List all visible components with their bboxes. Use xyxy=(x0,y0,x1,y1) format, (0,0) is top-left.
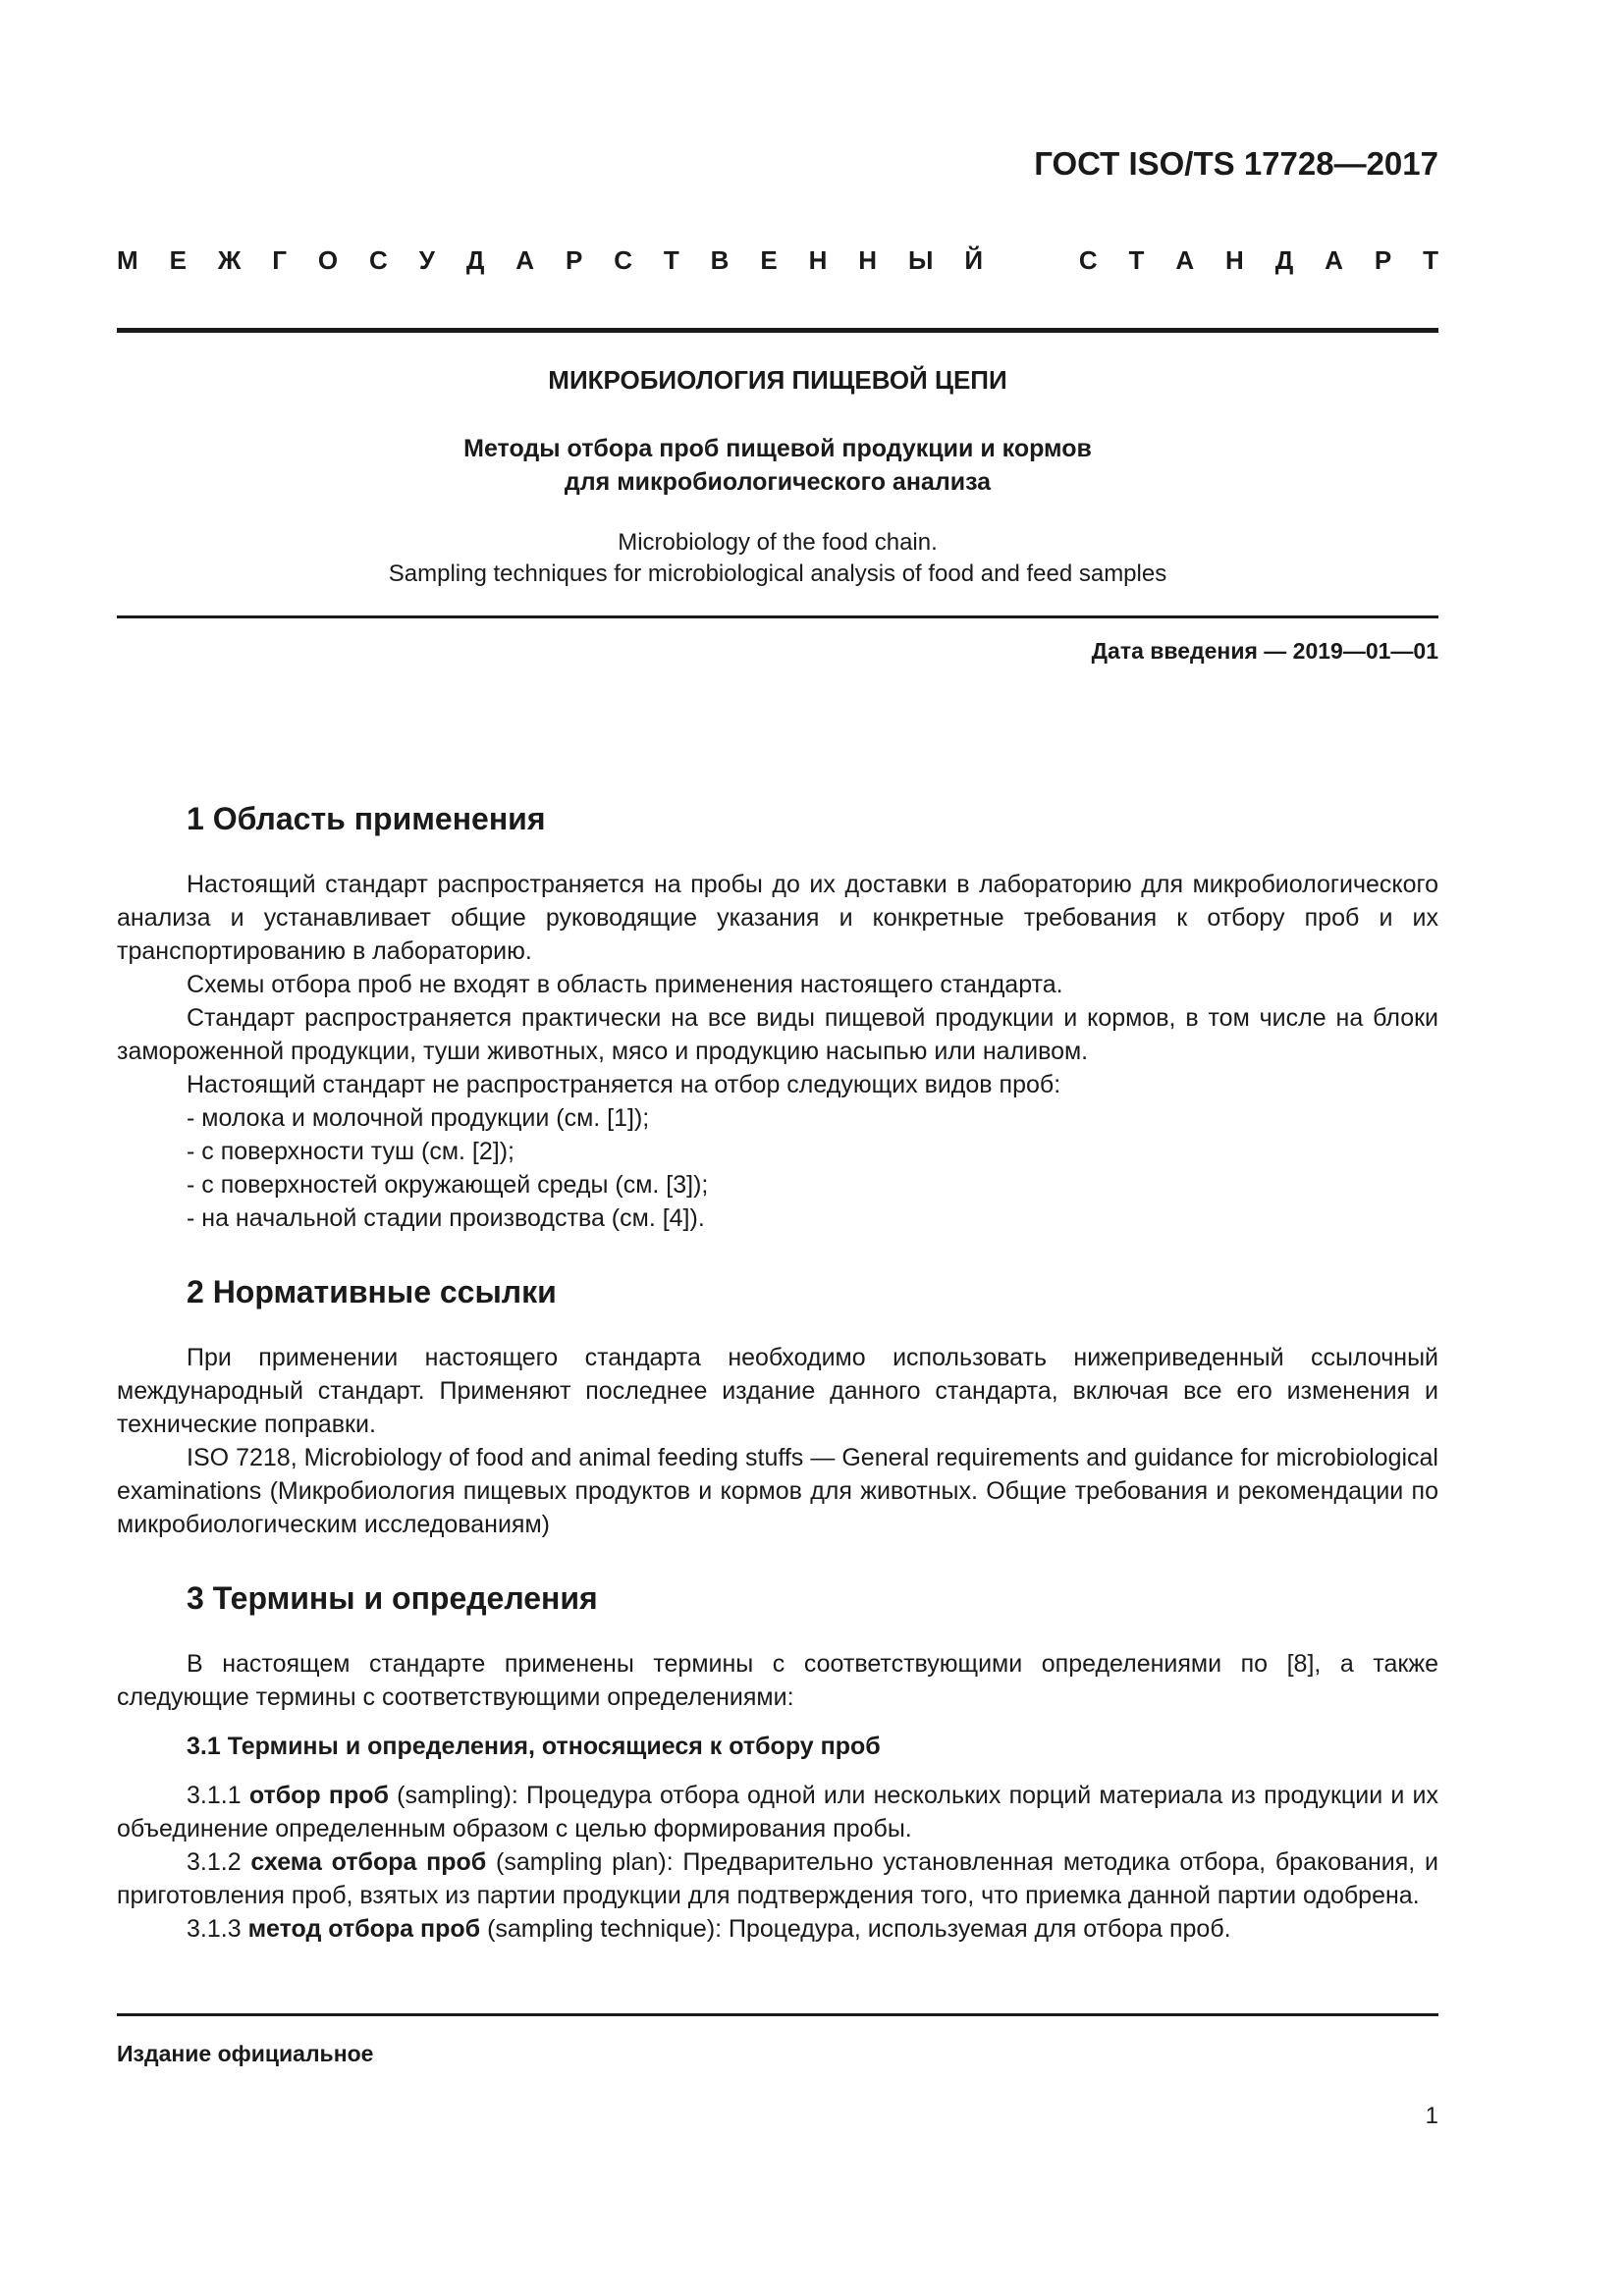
definition: (sampling technique): Процедура, используемая для отбора проб. xyxy=(480,1915,1231,1943)
top-divider xyxy=(117,328,1438,333)
subtitle xyxy=(117,432,1438,499)
english-title-line: Sampling techniques for microbiological analysis of food and feed samples xyxy=(388,561,1167,587)
letter: Ж xyxy=(217,245,242,275)
letter: О xyxy=(317,245,339,275)
title-divider xyxy=(117,615,1438,618)
subtitle-line: Методы отбора проб пищевой продукции и кормов xyxy=(463,435,1092,462)
document-body xyxy=(117,799,1438,1946)
paragraph: В настоящем стандарте применены термины с соответствующими определениями по [8], а также следующие термины с соответствующими определениями: xyxy=(117,1650,1438,1711)
section-heading: 3 Термины и определения xyxy=(187,1580,598,1616)
letter: Н xyxy=(858,245,878,275)
english-title xyxy=(117,527,1438,590)
list-item: - с поверхностей окружающей среды (см. [3]); xyxy=(187,1171,709,1199)
english-title-line: Microbiology of the food chain. xyxy=(618,529,938,556)
letter: С xyxy=(369,245,388,275)
paragraph: ISO 7218, Microbiology of food and animal feeding stuffs — General requirements and guidance for microbiological examinations (Микробиология пищевых продуктов и кормов для животных. Общие требования и рекомендации по микробиологическим исследованиям) xyxy=(117,1444,1438,1538)
term-definition xyxy=(117,1845,1438,1912)
term-number: 3.1.1 xyxy=(187,1782,249,1809)
subsection-gap xyxy=(117,1714,1438,1730)
term-definition xyxy=(117,1779,1438,1845)
term-number: 3.1.2 xyxy=(187,1848,251,1876)
letter: Т xyxy=(1128,245,1145,275)
section-gap xyxy=(117,1541,1438,1578)
standard-type-heading xyxy=(117,245,1438,276)
footer-divider xyxy=(117,2013,1438,2016)
definition: (sampling): Процедура отбора одной или нескольких порций материала из продукции и их объединение определенным образом с целью формирования пробы. xyxy=(117,1782,1438,1842)
letter: С xyxy=(614,245,632,275)
letter: Р xyxy=(1374,245,1392,275)
paragraph: Настоящий стандарт не распространяется на отбор следующих видов проб: xyxy=(187,1071,1061,1098)
letter: Й xyxy=(964,245,984,275)
letter: Д xyxy=(1274,245,1294,275)
introduction-date: Дата введения — 2019—01—01 xyxy=(1091,638,1438,664)
letter: Г xyxy=(272,245,287,275)
paragraph: Стандарт распространяется практически на все виды пищевой продукции и кормов, в том числе на блоки замороженной продукции, туши животных, мясо и продукцию насыпью или наливом. xyxy=(117,1004,1438,1065)
definition: (sampling plan): Предварительно установленная методика отбора, бракования, и приготовления проб, взятых из партии продукции для подтверждения того, что приемка данной партии одобрена. xyxy=(117,1848,1438,1909)
page-number: 1 xyxy=(1425,2103,1438,2129)
subsection-heading: 3.1 Термины и определения, относящиеся к отбору проб xyxy=(187,1733,881,1760)
term: отбор проб xyxy=(248,1782,389,1809)
term-number: 3.1.3 xyxy=(187,1915,248,1943)
letter: Т xyxy=(1423,245,1438,275)
paragraph: Настоящий стандарт распространяется на пробы до их доставки в лабораторию для микробиологического анализа и устанавливает общие руководящие указания и конкретные требования к отбору проб и их транспортированию в лабораторию. xyxy=(117,871,1438,965)
letter: Т xyxy=(663,245,679,275)
letter: Н xyxy=(1225,245,1244,275)
exclusion-list xyxy=(117,1101,1438,1235)
document-code: ГОСТ ISO/TS 17728—2017 xyxy=(1034,145,1438,182)
letter: А xyxy=(515,245,535,275)
edition-note: Издание официальное xyxy=(117,2041,374,2066)
letter: Ы xyxy=(907,245,934,275)
letter: М xyxy=(117,245,138,275)
main-title: МИКРОБИОЛОГИЯ ПИЩЕВОЙ ЦЕПИ xyxy=(548,365,1007,395)
paragraph: При применении настоящего стандарта необходимо использовать нижеприведенный ссылочный международный стандарт. Применяют последнее издание данного стандарта, включая все его изменения и технические поправки. xyxy=(117,1344,1438,1438)
word-gap xyxy=(1014,245,1048,276)
list-item: - с поверхности туш (см. [2]); xyxy=(187,1138,514,1165)
letter: У xyxy=(418,245,435,275)
section-heading: 1 Область применения xyxy=(187,801,546,836)
letter: Е xyxy=(169,245,187,275)
section-gap xyxy=(117,1235,1438,1272)
paragraph: Схемы отбора проб не входят в область применения настоящего стандарта. xyxy=(187,971,1063,998)
term: метод отбора проб xyxy=(247,1915,481,1943)
letter: Е xyxy=(760,245,778,275)
letter: А xyxy=(1325,245,1343,275)
subtitle-line: для микробиологического анализа xyxy=(564,468,992,496)
letter: Р xyxy=(565,245,583,275)
letter: В xyxy=(710,245,730,275)
letter: А xyxy=(1175,245,1195,275)
letter: Н xyxy=(808,245,828,275)
list-item: - на начальной стадии производства (см. [4]). xyxy=(187,1204,705,1232)
letter: Д xyxy=(465,245,485,275)
section-heading: 2 Нормативные ссылки xyxy=(187,1274,557,1309)
letter: С xyxy=(1078,245,1098,275)
term-definition xyxy=(117,1912,1438,1946)
term: схема отбора проб xyxy=(250,1848,487,1876)
list-item: - молока и молочной продукции (см. [1]); xyxy=(187,1104,650,1132)
